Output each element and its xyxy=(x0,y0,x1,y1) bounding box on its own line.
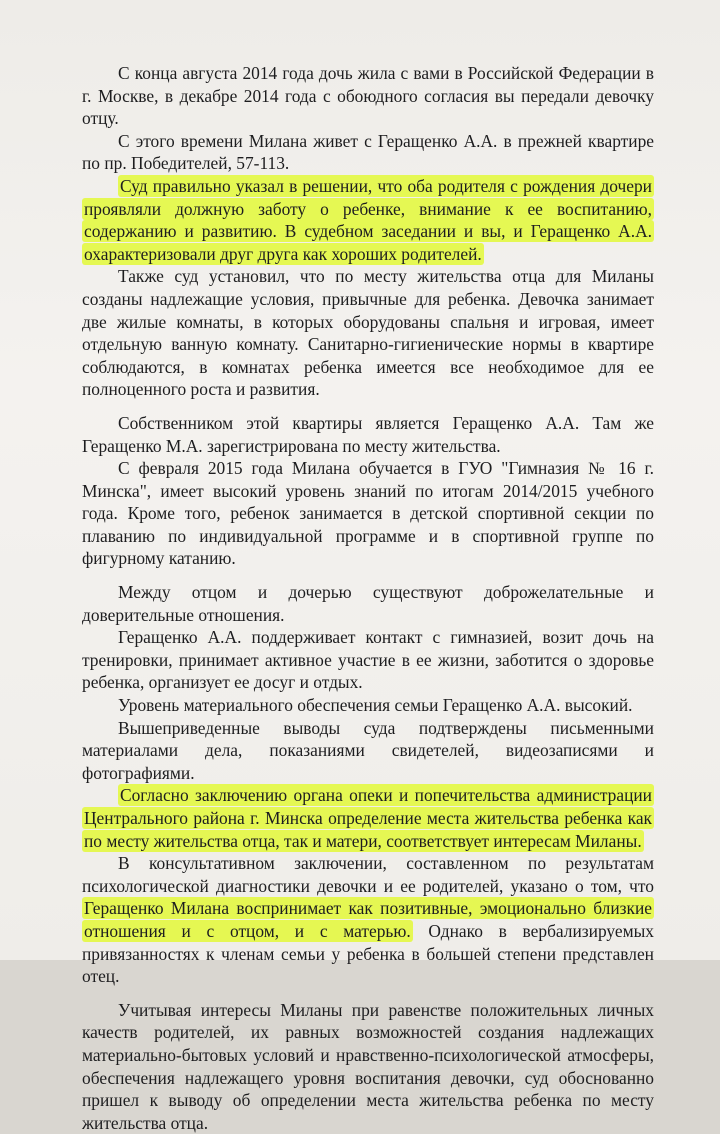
paragraph-1 xyxy=(82,62,654,130)
paragraph-11-highlighted xyxy=(82,784,654,852)
paragraph-8-text: Геращенко А.А. поддерживает контакт с гимназией, возит дочь на тренировки, принимает активное участие в ее жизни, заботится о здоровье ребенка, организует ее досуг и отдых. xyxy=(82,627,654,693)
paragraph-gap xyxy=(82,988,654,999)
paragraph-12-text: В консультативном заключении, составленном по результатам психологической диагностики девочки и ее родителей, указано о том, что xyxy=(82,853,654,896)
highlighted-text: Согласно заключению органа опеки и попечительства администрации Центрального района г. Минска определение места жительства ребенка как по месту жительства отца, так и матери, соответствует интересам Миланы. xyxy=(84,785,652,851)
paragraph-2-text: С этого времени Милана живет с Геращенко А.А. в прежней квартире по пр. Победителей, 57-113. xyxy=(82,130,654,174)
paragraph-12 xyxy=(82,852,654,988)
paragraph-6 xyxy=(82,457,654,570)
paragraph-9 xyxy=(82,694,654,717)
paragraph-10 xyxy=(82,717,654,785)
highlighted-text: Суд правильно указал в решении, что оба родителя с рождения дочери проявляли должную заботу о ребенке, внимание к ее воспитанию, содержанию и развитию. В судебном заседании и вы, и Геращенко А.А. охарактеризовали друг друга как хороших родителей. xyxy=(84,175,652,264)
paragraph-8 xyxy=(82,626,654,694)
paragraph-2 xyxy=(82,130,654,175)
paragraph-4-text: Также суд установил, что по месту жительства отца для Миланы созданы надлежащие условия, привычные для ребенка. Девочка занимает две жилые комнаты, в которых оборудованы спальня и игровая, имеет отдельную ванную комнату. Санитарно-гигиенические нормы в квартире соблюдаются, в комнатах ребенка имеется все необходимое для ее полноценного роста и развития. xyxy=(82,266,654,400)
document-text-block xyxy=(82,62,654,1134)
paragraph-4 xyxy=(82,265,654,401)
highlighted-text: Геращенко Милана воспринимает как позитивные, эмоционально близкие отношения и с отцом, и с матерью. xyxy=(84,898,652,941)
paragraph-3-highlighted xyxy=(82,175,654,265)
paragraph-gap xyxy=(82,570,654,581)
paragraph-12-text-after: Однако в вербализируемых привязанностях к членам семьи у ребенка в большей степени представлен отец. xyxy=(82,920,654,987)
paragraph-5-text: Собственником этой квартиры является Геращенко А.А. Там же Геращенко М.А. зарегистрирована по месту жительства. xyxy=(82,412,654,456)
paragraph-7-text: Между отцом и дочерью существуют доброжелательные и доверительные отношения. xyxy=(82,582,654,625)
paragraph-7 xyxy=(82,581,654,626)
paragraph-gap xyxy=(82,401,654,412)
paragraph-5 xyxy=(82,412,654,457)
paragraph-9-text: Уровень материального обеспечения семьи Геращенко А.А. высокий. xyxy=(118,695,633,716)
paragraph-13-text: Учитывая интересы Миланы при равенстве положительных личных качеств родителей, их равных возможностей создания надлежащих материально-бытовых условий и нравственно-психологической атмосферы, обеспечения надлежащего уровня воспитания девочки, суд обоснованно пришел к выводу об определении места жительства ребенка по месту жительства отца. xyxy=(82,999,654,1133)
paragraph-10-text: Вышеприведенные выводы суда подтверждены письменными материалами дела, показаниями свидетелей, видеозаписями и фотографиями. xyxy=(82,717,654,783)
paragraph-13 xyxy=(82,999,654,1134)
paragraph-6-text: С февраля 2015 года Милана обучается в ГУО "Гимназия № 16 г. Минска", имеет высокий уровень знаний по итогам 2014/2015 учебного года. Кроме того, ребенок занимается в детской спортивной секции по плаванию по индивидуальной программе и в спортивной группе по фигурному катанию. xyxy=(82,458,654,569)
paragraph-1-text: С конца августа 2014 года дочь жила с вами в Российской Федерации в г. Москве, в декабре 2014 года с обоюдного согласия вы передали девочку отцу. xyxy=(82,63,654,129)
